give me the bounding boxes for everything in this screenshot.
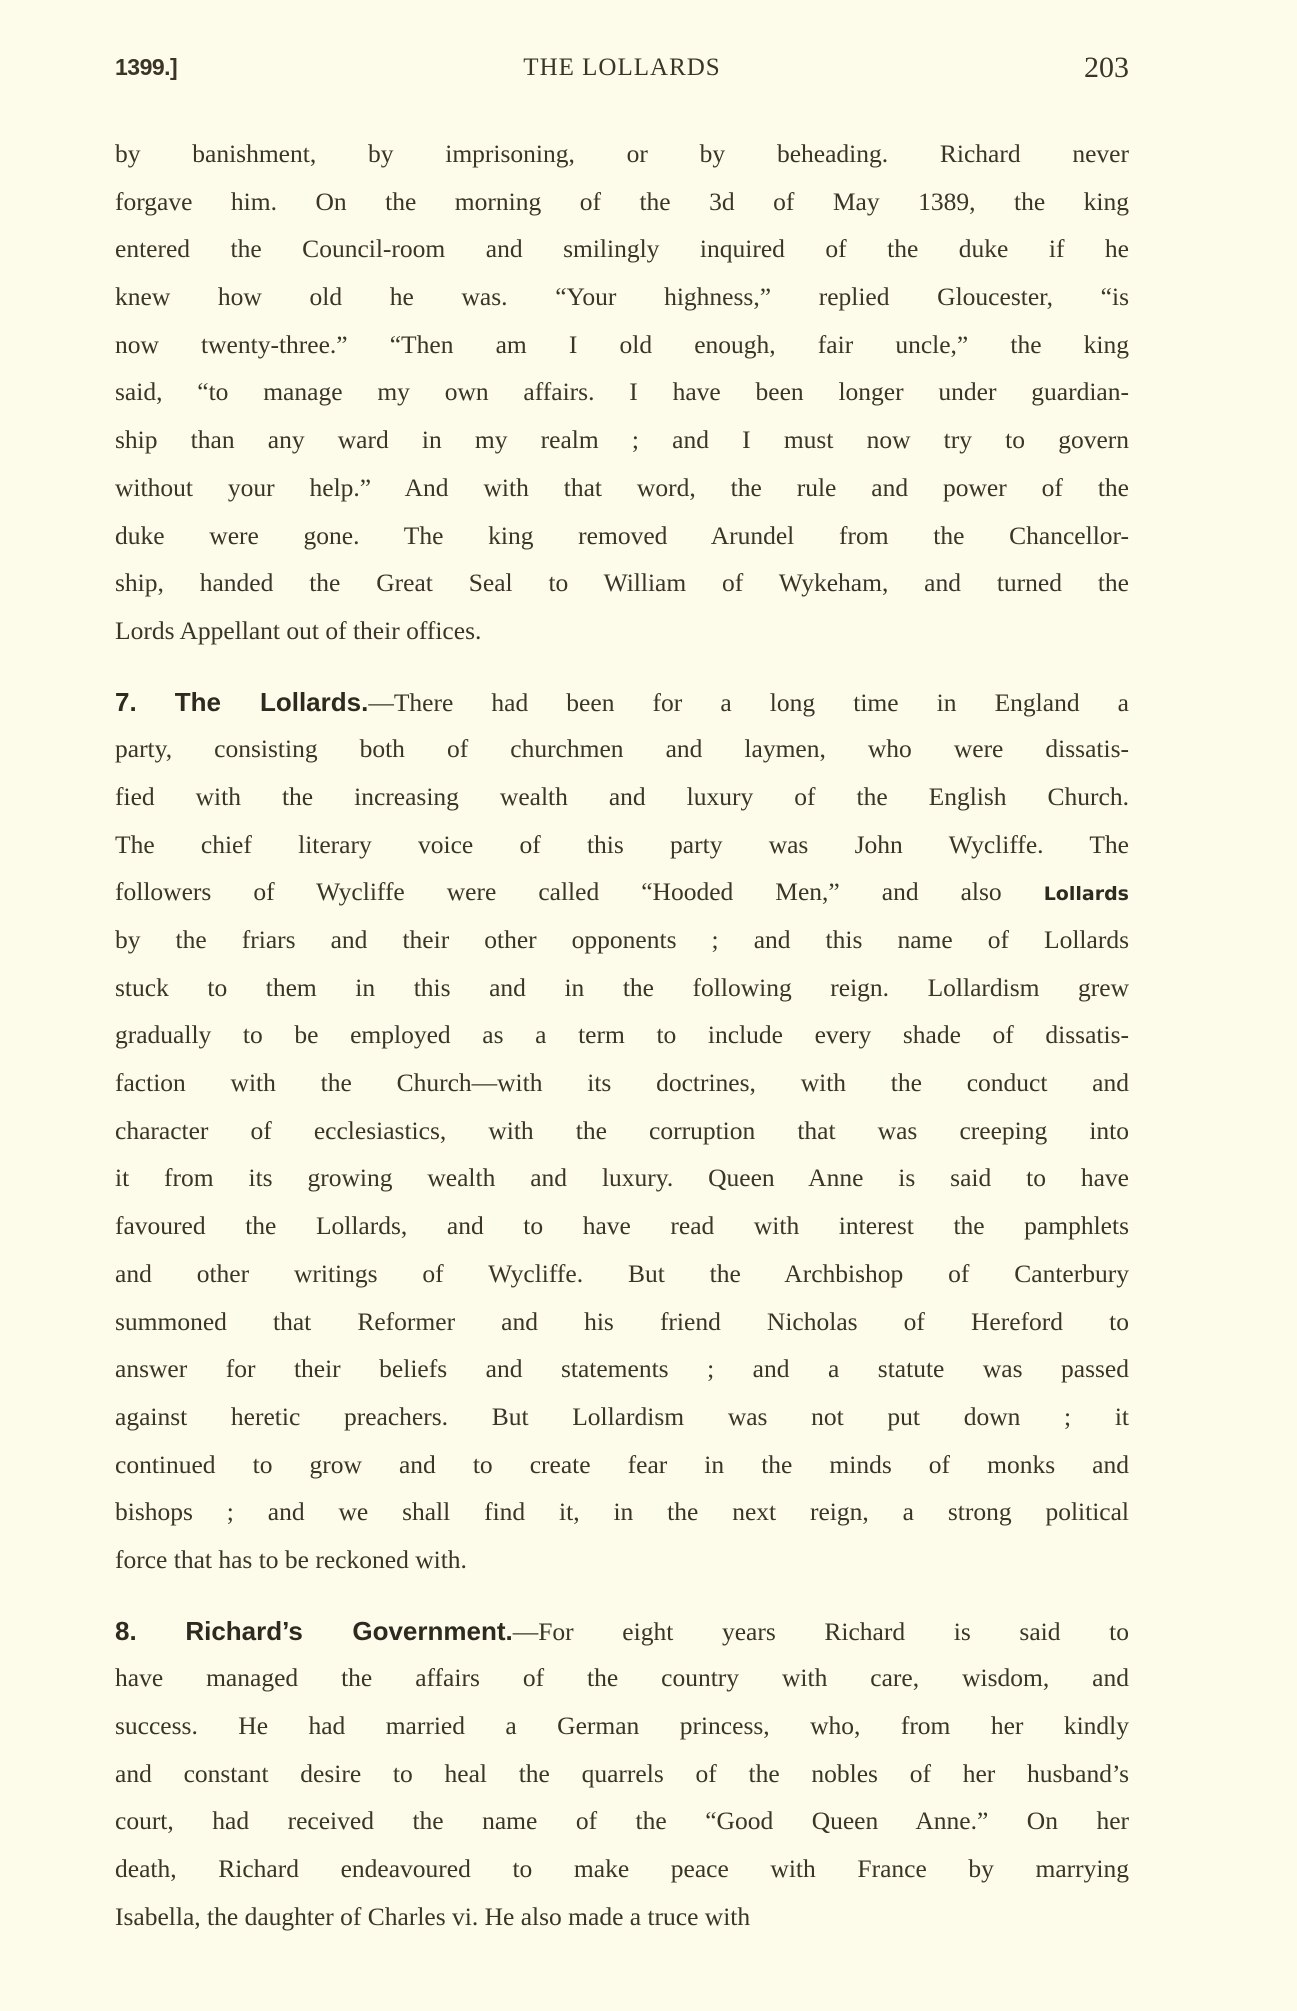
line-text (115, 1160, 1129, 1196)
line-text: knew how old he was. “Your highness,” replied Gloucester, “is (115, 282, 1129, 312)
line-text: entered the Council-room and smilingly inquired of the duke if he (115, 234, 1129, 264)
line-text: faction with the Church—with its doctrines, with the conduct and (115, 1068, 1129, 1098)
line-text: followers of Wycliffe were called “Hooded Men,” and also (115, 877, 1002, 907)
text-line (115, 327, 1129, 375)
section-number: 8. (115, 1615, 137, 1646)
line-text (115, 1494, 1129, 1530)
line-text: and other writings of Wycliffe. But the Archbishop of Canterbury (115, 1258, 1129, 1288)
section-heading: The Lollards. (174, 686, 369, 717)
line-text: success. He had married a German princess, who, from her kindly (115, 1711, 1129, 1740)
text-line (115, 231, 1129, 279)
paragraph (115, 1613, 1129, 1947)
line-text: character of ecclesiastics, with the corruption that was creeping into (115, 1115, 1129, 1145)
line-text (115, 684, 1129, 721)
line-text: answer for their beliefs and statements ; and a statute was passed (115, 1354, 1129, 1384)
text-line (115, 922, 1129, 970)
text-line (115, 827, 1129, 875)
text-line (115, 779, 1129, 827)
marginal-term: Lollards (1043, 883, 1129, 906)
line-text (115, 470, 1129, 506)
text-line (115, 279, 1129, 327)
text-line (115, 1017, 1129, 1065)
section-number: 7. (115, 686, 137, 717)
line-text: said, “to manage my own affairs. I have been longer under guardian- (115, 377, 1129, 407)
line-text (115, 1899, 1129, 1935)
line-text: death, Richard endeavoured to make peace with France by marrying (115, 1854, 1129, 1884)
line-text: forgave him. On the morning of the 3d of May 1389, the king (115, 186, 1129, 216)
text-line (115, 1851, 1129, 1899)
line-text (115, 1017, 1129, 1053)
text-line (115, 184, 1129, 232)
line-text (115, 970, 1129, 1006)
line-text: summoned that Reformer and his friend Nicholas of Hereford to (115, 1306, 1129, 1336)
line-text (115, 1542, 1129, 1578)
line-text (115, 184, 1129, 220)
line-text: now twenty-three.” “Then am I old enough, fair uncle,” the king (115, 329, 1129, 359)
text-line (115, 1613, 1129, 1661)
text-line (115, 1803, 1129, 1851)
text-line (115, 1065, 1129, 1113)
line-text (115, 1304, 1129, 1340)
line-text (115, 779, 1129, 815)
line-text: continued to grow and to create fear in the minds of monks and (115, 1449, 1129, 1479)
line-text: —For eight years Richard is said to (512, 1616, 1129, 1646)
line-text: bishops ; and we shall find it, in the next reign, a strong political (115, 1497, 1129, 1527)
text-line (115, 684, 1129, 732)
line-text: duke were gone. The king removed Arundel from the Chancellor- (115, 520, 1129, 550)
paragraph (115, 136, 1129, 661)
line-text (115, 1803, 1129, 1839)
line-text: ship, handed the Great Seal to William of Wykeham, and turned the (115, 568, 1129, 598)
paragraph (115, 684, 1129, 1590)
line-text (115, 1708, 1129, 1744)
line-text (115, 1756, 1129, 1792)
line-text (115, 565, 1129, 601)
line-text: party, consisting both of churchmen and laymen, who were dissatis- (115, 734, 1129, 764)
line-text (115, 1208, 1129, 1244)
line-text: The chief literary voice of this party was John Wycliffe. The (115, 829, 1129, 859)
line-text (115, 874, 1129, 912)
section-heading: Richard’s Government. (185, 1615, 513, 1646)
page-body (115, 136, 1129, 1969)
line-text: ship than any ward in my realm ; and I must now try to govern (115, 425, 1129, 455)
line-text: Isabella, the daughter of Charles vi. He also made a truce with (115, 1901, 751, 1931)
line-text (115, 613, 1129, 649)
text-line (115, 874, 1129, 922)
text-line (115, 1208, 1129, 1256)
text-line (115, 613, 1129, 661)
line-text: it from its growing wealth and luxury. Queen Anne is said to have (115, 1163, 1129, 1193)
line-text (115, 1851, 1129, 1887)
line-text: and constant desire to heal the quarrels of the nobles of her husband’s (115, 1758, 1129, 1788)
line-text: Lords Appellant out of their offices. (115, 615, 482, 645)
line-text: gradually to be employed as a term to include every shade of dissatis- (115, 1020, 1129, 1050)
text-line (115, 565, 1129, 613)
text-line (115, 1256, 1129, 1304)
line-text (115, 1065, 1129, 1101)
line-text (115, 1256, 1129, 1292)
text-line (115, 1160, 1129, 1208)
line-text (115, 136, 1129, 172)
text-line (115, 1113, 1129, 1161)
text-line (115, 518, 1129, 566)
line-text: against heretic preachers. But Lollardism was not put down ; it (115, 1401, 1129, 1431)
line-text (115, 327, 1129, 363)
line-text (115, 518, 1129, 554)
line-text: —There had been for a long time in England a (368, 687, 1129, 717)
text-line (115, 1708, 1129, 1756)
line-text (115, 279, 1129, 315)
text-line (115, 1494, 1129, 1542)
text-line (115, 374, 1129, 422)
line-text: court, had received the name of the “Good Queen Anne.” On her (115, 1806, 1129, 1836)
line-text (115, 1113, 1129, 1149)
text-line (115, 1660, 1129, 1708)
line-text (115, 422, 1129, 458)
line-text: force that has to be reckoned with. (115, 1544, 467, 1574)
text-line (115, 1399, 1129, 1447)
text-line (115, 1899, 1129, 1947)
line-text (115, 731, 1129, 767)
text-line (115, 1447, 1129, 1495)
line-text (115, 374, 1129, 410)
text-line (115, 422, 1129, 470)
text-line (115, 731, 1129, 779)
text-line (115, 1756, 1129, 1804)
text-line (115, 470, 1129, 518)
text-line (115, 970, 1129, 1018)
header-title: THE LOLLARDS (523, 54, 721, 81)
line-text (115, 231, 1129, 267)
line-text (115, 1399, 1129, 1435)
header-year: 1399.] (115, 54, 178, 80)
line-text: without your help.” And with that word, the rule and power of the (115, 472, 1129, 502)
line-text: have managed the affairs of the country with care, wisdom, and (115, 1663, 1129, 1693)
line-text (115, 922, 1129, 958)
line-text (115, 1447, 1129, 1483)
text-line (115, 1304, 1129, 1352)
page-number: 203 (1084, 51, 1129, 84)
line-text (115, 1660, 1129, 1696)
line-text: by banishment, by imprisoning, or by beheading. Richard never (115, 139, 1129, 168)
line-text: by the friars and their other opponents ; and this name of Lollards (115, 925, 1129, 954)
text-line (115, 1542, 1129, 1590)
line-text: fied with the increasing wealth and luxury of the English Church. (115, 781, 1129, 811)
line-text: favoured the Lollards, and to have read with interest the pamphlets (115, 1211, 1129, 1241)
line-text (115, 827, 1129, 863)
text-line (115, 1351, 1129, 1399)
line-text (115, 1351, 1129, 1387)
line-text (115, 1613, 1129, 1650)
text-line (115, 136, 1129, 184)
line-text: stuck to them in this and in the following reign. Lollardism grew (115, 972, 1129, 1002)
running-header (115, 51, 1129, 90)
